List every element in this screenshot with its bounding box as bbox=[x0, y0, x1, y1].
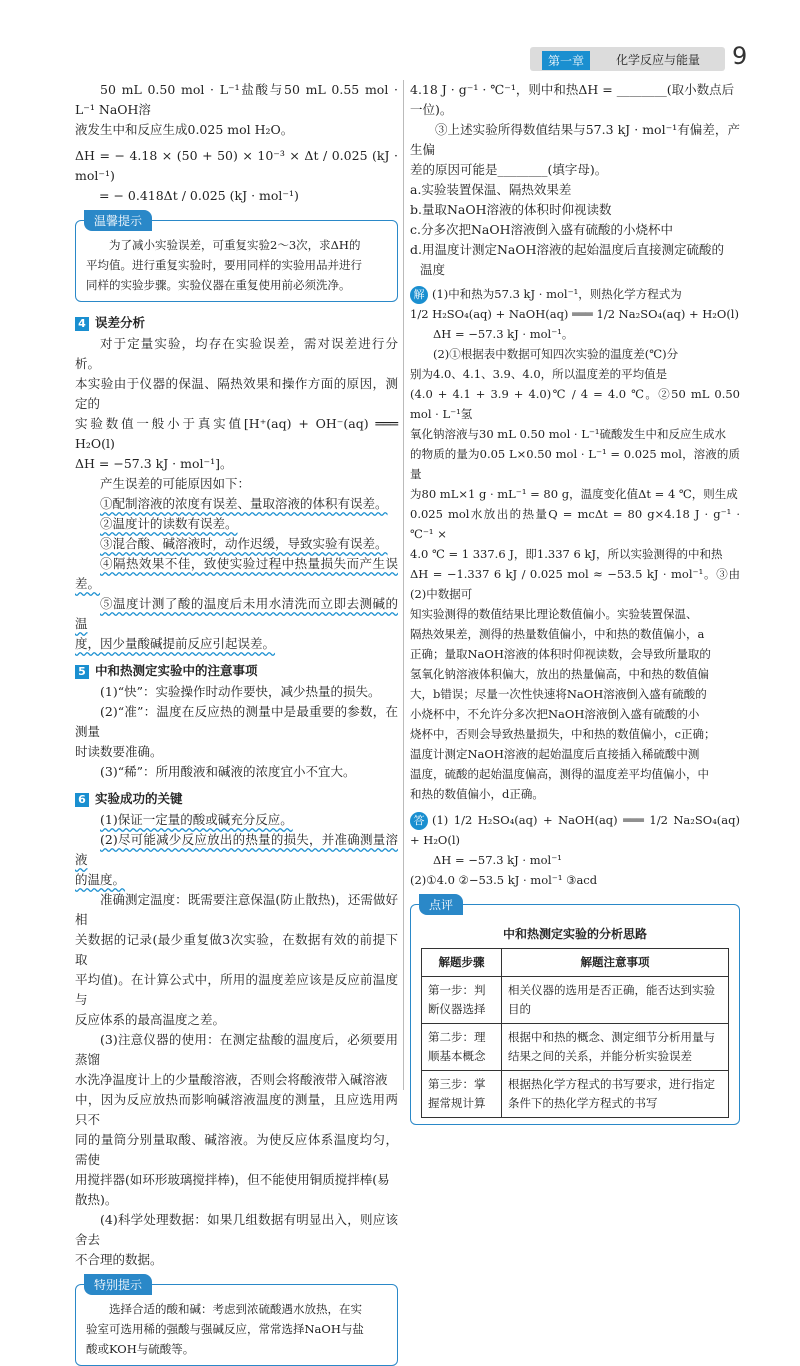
section-number: 4 bbox=[75, 317, 89, 331]
section-title: 实验成功的关键 bbox=[95, 791, 183, 806]
table-cell: 相关仪器的选用是否正确，能否达到实验目的 bbox=[502, 977, 729, 1024]
paragraph-line: 本实验由于仪器的保温、隔热效果和操作方面的原因，测定的 bbox=[75, 376, 398, 411]
solution-line: 氧化钠溶液与30 mL 0.50 mol · L⁻¹硫酸发生中和反应生成水 bbox=[410, 427, 727, 441]
section-number: 5 bbox=[75, 665, 89, 679]
table-header: 解题步骤 bbox=[422, 949, 502, 977]
table-row bbox=[422, 1071, 729, 1118]
tip-label: 特别提示 bbox=[84, 1274, 152, 1295]
table-cell: 根据中和热的概念、测定细节分析用量与结果之间的关系，并能分析实验误差 bbox=[502, 1024, 729, 1071]
paragraph-line: 准确测定温度：既需要注意保温(防止散热)，还需做好相 bbox=[75, 892, 398, 927]
solution-line: 正确；量取NaOH溶液的体积时仰视读数，会导致所量取的 bbox=[410, 647, 711, 661]
solution-block bbox=[410, 284, 740, 804]
solution-line: 为80 mL×1 g · mL⁻¹ = 80 g，温度变化值Δt = 4 ℃，则生成 bbox=[410, 487, 738, 501]
tip-box-special bbox=[75, 1278, 398, 1366]
paragraph-line: (1)“快”：实验操作时动作要快，减少热量的损失。 bbox=[100, 684, 381, 699]
paragraph-line: ΔH = −57.3 kJ · mol⁻¹]。 bbox=[75, 456, 233, 471]
review-box bbox=[410, 898, 740, 1125]
table-header: 解题注意事项 bbox=[502, 949, 729, 977]
answer-line bbox=[410, 810, 740, 850]
paragraph-line: 对于定量实验，均存在实验误差，需对误差进行分析。 bbox=[75, 336, 398, 371]
answer-block bbox=[410, 810, 740, 890]
paragraph-line: 平均值)。在计算公式中，所用的温度差应该是反应前温度与 bbox=[75, 972, 398, 1007]
question-line: d.用温度计测定NaOH溶液的起始温度后直接测定硫酸的 bbox=[410, 242, 725, 257]
reason-line bbox=[75, 554, 398, 594]
tip-line: 酸或KOH与硫酸等。 bbox=[86, 1342, 195, 1356]
equation: ΔH = − 4.18 × (50 + 50) × 10⁻³ × Δt / 0.025 (kJ · mol⁻¹) bbox=[75, 148, 398, 183]
question-line: 温度 bbox=[420, 262, 446, 277]
solution-line: 和热的数值偏小，d正确。 bbox=[410, 787, 544, 801]
solution-line: 烧杯中，否则会导致热量损失，中和热的数值偏小，c正确； bbox=[410, 727, 716, 741]
key-text: (1)保证一定量的酸或碱充分反应。 bbox=[100, 812, 293, 827]
reason-line bbox=[75, 634, 398, 654]
paragraph-line: 反应体系的最高温度之差。 bbox=[75, 1012, 226, 1027]
reason-line bbox=[75, 534, 398, 554]
page-number: 9 bbox=[732, 42, 748, 70]
table-header-row bbox=[422, 949, 729, 977]
question-line: 差的原因可能是________(填字母)。 bbox=[410, 162, 608, 177]
paragraph-line: 实验数值一般小于真实值[H⁺(aq) + OH⁻(aq) ═══ H₂O(l) bbox=[75, 416, 398, 451]
section-heading bbox=[75, 660, 398, 682]
column-divider bbox=[403, 80, 404, 1090]
solution-line: 0.025 mol水放出的热量Q = mcΔt = 80 g×4.18 J · g⁻¹ · ℃⁻¹ × bbox=[410, 507, 740, 541]
solution-line: 大，b错误；尽量一次性快速将NaOH溶液倒入盛有硫酸的 bbox=[410, 687, 707, 701]
intro-line: 50 mL 0.50 mol · L⁻¹盐酸与50 mL 0.55 mol · L⁻¹ NaOH溶 bbox=[75, 82, 398, 117]
paragraph-line: 用搅拌器(如环形玻璃搅拌棒)，但不能使用铜质搅拌棒(易 bbox=[75, 1172, 390, 1187]
paragraph-line bbox=[75, 830, 398, 870]
left-column bbox=[75, 80, 398, 1366]
right-column bbox=[410, 80, 740, 1125]
reason-line bbox=[75, 494, 398, 514]
paragraph-line: (3)“稀”：所用酸液和碱液的浓度宜小不宜大。 bbox=[100, 764, 356, 779]
paragraph-line: (2)“准”：温度在反应热的测量中是最重要的参数，在测量 bbox=[75, 704, 398, 739]
tip-line: 验室可选用稀的强酸与强碱反应，常常选择NaOH与盐 bbox=[86, 1322, 364, 1336]
tip-line: 选择合适的酸和碱：考虑到浓硫酸遇水放热，在实 bbox=[109, 1302, 362, 1316]
paragraph-line bbox=[75, 870, 398, 890]
chapter-header bbox=[530, 47, 725, 71]
key-text: 的温度。 bbox=[75, 872, 126, 887]
solution-line: 别为4.0、4.1、3.9、4.0，所以温度差的平均值是 bbox=[410, 367, 668, 381]
solution-line: 隔热效果差，测得的热量数值偏小，中和热的数值偏小，a bbox=[410, 627, 705, 641]
intro-line: 液发生中和反应生成0.025 mol H₂O。 bbox=[75, 122, 294, 137]
paragraph-line: 不合理的数据。 bbox=[75, 1252, 163, 1267]
paragraph-line: 中，因为反应放热而影响碱溶液温度的测量，且应选用两只不 bbox=[75, 1092, 398, 1127]
solution-line: 4.0 ℃ = 1 337.6 J，即1.337 6 kJ，所以实验测得的中和热 bbox=[410, 547, 723, 561]
paragraph-line: (3)注意仪器的使用：在测定盐酸的温度后，必须要用蒸馏 bbox=[75, 1032, 398, 1067]
table-cell: 第一步：判断仪器选择 bbox=[422, 977, 502, 1024]
table-cell: 第三步：掌握常规计算 bbox=[422, 1071, 502, 1118]
solution-line: 1/2 H₂SO₄(aq) + NaOH(aq) ═══ 1/2 Na₂SO₄(aq) + H₂O(l) bbox=[410, 307, 739, 321]
reason-text: ④隔热效果不佳，致使实验过程中热量损失而产生误差。 bbox=[75, 556, 398, 591]
solution-badge: 解 bbox=[410, 286, 428, 304]
equation: = − 0.418Δt / 0.025 (kJ · mol⁻¹) bbox=[99, 188, 299, 203]
question-line: 4.18 J · g⁻¹ · ℃⁻¹，则中和热ΔH = ________(取小数点后 bbox=[410, 82, 735, 97]
paragraph-line: 时读数要准确。 bbox=[75, 744, 163, 759]
paragraph-line: 散热)。 bbox=[75, 1192, 118, 1207]
question-line: ③上述实验所得数值结果与57.3 kJ · mol⁻¹有偏差，产生偏 bbox=[410, 122, 740, 157]
table-cell: 根据热化学方程式的书写要求，进行指定条件下的热化学方程式的书写 bbox=[502, 1071, 729, 1118]
solution-line: 温度计测定NaOH溶液的起始温度后直接插入稀硫酸中测 bbox=[410, 747, 700, 761]
review-label: 点评 bbox=[419, 894, 463, 915]
paragraph-line: 同的量筒分别量取酸、碱溶液。为使反应体系温度均匀，需使 bbox=[75, 1132, 398, 1167]
paragraph-line: 水洗净温度计上的少量酸溶液，否则会将酸液带入碱溶液 bbox=[75, 1072, 388, 1087]
question-line: b.量取NaOH溶液的体积时仰视读数 bbox=[410, 202, 612, 217]
section-title: 误差分析 bbox=[95, 315, 146, 330]
solution-line: ΔH = −1.337 6 kJ / 0.025 mol ≈ −53.5 kJ · mol⁻¹。③由(2)中数据可 bbox=[410, 567, 740, 601]
solution-line: 温度，硫酸的起始温度偏高，测得的温度差平均值偏小，中 bbox=[410, 767, 709, 781]
solution-line: 的物质的量为0.05 L×0.50 mol · L⁻¹ = 0.025 mol，溶液的质量 bbox=[410, 447, 740, 481]
question-line: a.实验装置保温、隔热效果差 bbox=[410, 182, 572, 197]
reason-text: ③混合酸、碱溶液时，动作迟缓，导致实验有误差。 bbox=[100, 536, 388, 551]
table-cell: 第二步：理顺基本概念 bbox=[422, 1024, 502, 1071]
tip-box-warm bbox=[75, 214, 398, 302]
paragraph-line: (4)科学处理数据：如果几组数据有明显出入，则应该舍去 bbox=[75, 1212, 398, 1247]
tip-label: 温馨提示 bbox=[84, 210, 152, 231]
solution-line bbox=[410, 284, 740, 304]
tip-line: 平均值。进行重复实验时，要用同样的实验用品并进行 bbox=[86, 258, 362, 272]
reason-line bbox=[75, 594, 398, 634]
tip-line: 同样的实验步骤。实验仪器在重复使用前必须洗净。 bbox=[86, 278, 351, 292]
solution-line: ΔH = −57.3 kJ · mol⁻¹。 bbox=[433, 327, 574, 341]
reason-text: ②温度计的读数有误差。 bbox=[100, 516, 238, 531]
analysis-table bbox=[421, 948, 729, 1118]
chapter-title: 化学反应与能量 bbox=[616, 53, 701, 67]
reason-text: ①配制溶液的浓度有误差、量取溶液的体积有误差。 bbox=[100, 496, 388, 511]
section-title: 中和热测定实验中的注意事项 bbox=[95, 663, 258, 678]
reason-text: 度，因少量酸碱提前反应引起误差。 bbox=[75, 636, 276, 651]
chapter-label: 第一章 bbox=[542, 51, 590, 70]
reason-text: ⑤温度计测了酸的温度后未用水清洗而立即去测碱的温 bbox=[75, 596, 398, 631]
key-text: (2)尽可能减少反应放出的热量的损失，并准确测量溶液 bbox=[75, 832, 398, 867]
solution-line: 小烧杯中，不允许分多次把NaOH溶液倒入盛有硫酸的小 bbox=[410, 707, 700, 721]
paragraph-line: 关数据的记录(最少重复做3次实验，在数据有效的前提下取 bbox=[75, 932, 398, 967]
reason-line bbox=[75, 514, 398, 534]
table-row bbox=[422, 977, 729, 1024]
question-line: 一位)。 bbox=[410, 102, 453, 117]
section-number: 6 bbox=[75, 793, 89, 807]
solution-text: (1)中和热为57.3 kJ · mol⁻¹，则热化学方程式为 bbox=[432, 287, 682, 301]
paragraph-line: 产生误差的可能原因如下： bbox=[100, 476, 251, 491]
table-title: 中和热测定实验的分析思路 bbox=[502, 927, 647, 941]
solution-line: 氢氧化钠溶液体积偏大，放出的热量偏高，中和热的数值偏 bbox=[410, 667, 709, 681]
tip-line: 为了减小实验误差，可重复实验2～3次，求ΔH的 bbox=[109, 238, 361, 252]
solution-line: 知实验测得的数值结果比理论数值偏小。实验装置保温、 bbox=[410, 607, 698, 621]
section-heading bbox=[75, 788, 398, 810]
answer-line: ΔH = −57.3 kJ · mol⁻¹ bbox=[433, 853, 562, 867]
answer-badge: 答 bbox=[410, 812, 428, 830]
solution-line: (4.0 + 4.1 + 3.9 + 4.0)℃ / 4 = 4.0 ℃。②50 mL 0.50 mol · L⁻¹氢 bbox=[410, 387, 740, 421]
question-line: c.分多次把NaOH溶液倒入盛有硫酸的小烧杯中 bbox=[410, 222, 674, 237]
table-row bbox=[422, 1024, 729, 1071]
paragraph-line bbox=[75, 810, 398, 830]
answer-line: (2)①4.0 ②−53.5 kJ · mol⁻¹ ③acd bbox=[410, 873, 598, 887]
answer-text: (1) 1/2 H₂SO₄(aq) + NaOH(aq) ═══ 1/2 Na₂SO₄(aq) + H₂O(l) bbox=[410, 813, 740, 847]
solution-line: (2)①根据表中数据可知四次实验的温度差(℃)分 bbox=[433, 347, 679, 361]
section-heading bbox=[75, 312, 398, 334]
